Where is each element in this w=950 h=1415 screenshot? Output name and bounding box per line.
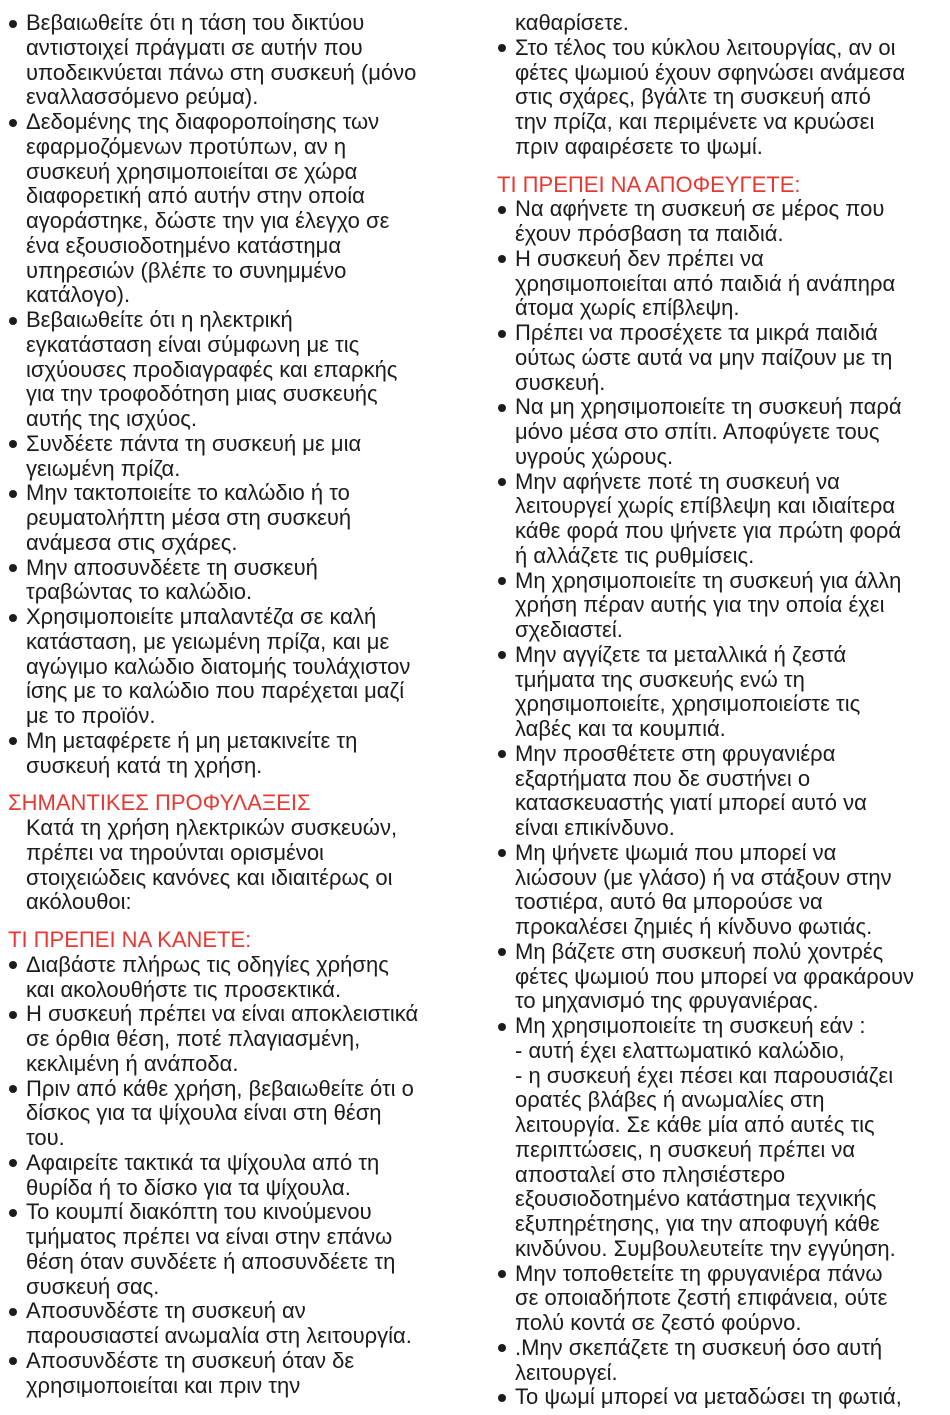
text-line: σε όρθια θέση, ποτέ πλαγιασμένη, — [26, 1026, 361, 1051]
text-line: συσκευή κατά τη χρήση. — [26, 752, 263, 778]
text-line: Διαβάστε πλήρως τις οδηγίες χρήσης — [26, 951, 389, 977]
bullet-item — [497, 1262, 950, 1336]
text-line: ρευματολήπτη μέσα στη συσκευή — [26, 505, 352, 530]
bullet-item — [8, 605, 478, 729]
text-line: αγώγιμο καλώδιο διατομής τουλάχιστον — [26, 653, 411, 679]
text-line: τμήματος πρέπει να είναι στην επάνω — [26, 1224, 393, 1249]
bullet-icon — [9, 20, 17, 28]
bullet-icon — [9, 317, 17, 325]
text-line: εγκατάσταση είναι σύμφωνη με τις — [26, 331, 360, 357]
text-line: του. — [26, 1125, 65, 1150]
text-line: στοιχειώδεις κανόνες και ιδιαιτέρως οι — [26, 864, 393, 890]
section-heading — [8, 928, 478, 953]
bullet-item — [497, 36, 950, 160]
text-line: παρουσιαστεί ανωμαλία στη λειτουργία. — [26, 1323, 412, 1348]
text-line: αποσταλεί στο πλησιέστερο — [515, 1161, 786, 1187]
section-heading — [497, 173, 950, 198]
text-line: ΤΙ ΠΡΕΠΕΙ ΝΑ ΚΑΝΕΤΕ: — [8, 927, 252, 952]
text-line: χρησιμοποιείται και πριν την — [26, 1372, 301, 1398]
right-column — [497, 11, 950, 1410]
text-line: τμήματα της συσκευής ενώ τη — [515, 666, 805, 692]
bullet-icon — [9, 1011, 17, 1019]
text-line: Μη βάζετε στη συσκευή πολύ χοντρές — [515, 938, 884, 964]
bullet-item — [8, 481, 478, 555]
text-line: σχεδιαστεί. — [515, 617, 623, 642]
text-line: κινδύνου. Συμβουλευτείτε την εγγύηση. — [515, 1235, 896, 1261]
text-line: Αφαιρείτε τακτικά τα ψίχουλα από τη — [26, 1149, 380, 1175]
text-line: ή αλλάζετε τις ρυθμίσεις. — [515, 542, 755, 568]
bullet-icon — [498, 948, 506, 956]
bullet-icon — [9, 1159, 17, 1167]
bullet-icon — [9, 737, 17, 745]
section-heading — [8, 791, 478, 816]
text-line: κατάσταση, με γειωμένη πρίζα, και με — [26, 628, 390, 654]
bullet-item — [497, 470, 950, 569]
text-line: υποδεικνύεται πάνω στη συσκευή (μόνο — [26, 59, 417, 85]
text-line: .Μην σκεπάζετε τη συσκευή όσο αυτή — [515, 1334, 883, 1360]
text-line: είναι επικίνδυνο. — [515, 815, 675, 840]
text-line: συσκευή χρησιμοποιείται σε χώρα — [26, 158, 358, 184]
text-line: ακόλουθοι: — [26, 889, 132, 915]
bullet-item — [8, 432, 478, 482]
text-line: Συνδέετε πάντα τη συσκευή με μια — [26, 430, 362, 456]
text-line: γειωμένη πρίζα. — [26, 455, 181, 481]
bullet-item — [497, 940, 950, 1014]
bullet-icon — [498, 1270, 506, 1278]
text-line: Βεβαιωθείτε ότι η τάση του δικτύου — [26, 10, 365, 35]
text-line: - αυτή έχει ελαττωματικό καλώδιο, — [515, 1037, 845, 1063]
bullet-icon — [498, 651, 506, 659]
bullet-item — [497, 1385, 950, 1410]
bullet-icon — [498, 44, 506, 52]
text-line: ίσης με το καλώδιο που παρέχεται μαζί — [26, 678, 405, 704]
text-line: αυτής της ισχύος. — [26, 406, 198, 431]
text-line: Το ψωμί μπορεί να μεταδώσει τη φωτιά, — [515, 1384, 902, 1410]
text-line: Μη χρησιμοποιείτε τη συσκευή εάν : — [515, 1013, 866, 1038]
text-line: για την τροφοδότηση μιας συσκευής — [26, 381, 378, 407]
bullet-item — [8, 1200, 478, 1299]
text-line: κεκλιμένη ή ανάποδα. — [26, 1050, 239, 1076]
text-line: Μη ψήνετε ψωμιά που μπορεί να — [515, 839, 837, 865]
bullet-icon — [9, 614, 17, 622]
bullet-icon — [9, 1085, 17, 1093]
text-line: συσκευή σας. — [26, 1273, 160, 1299]
bullet-item — [8, 110, 478, 308]
text-line: λειτουργεί χωρίς επίβλεψη και ιδιαίτερα — [515, 493, 896, 519]
text-line: Να αφήνετε τη συσκευή σε μέρος που — [515, 196, 885, 222]
text-line: με το προϊόν. — [26, 703, 156, 728]
text-line: τοστιέρα, αυτό θα μπορούσε να — [515, 889, 823, 915]
bullet-icon — [9, 564, 17, 572]
bullet-item — [497, 569, 950, 643]
text-line: Μη χρησιμοποιείτε τη συσκευή για άλλη — [515, 567, 902, 593]
bullet-icon — [498, 1023, 506, 1031]
bullet-icon — [9, 1209, 17, 1217]
text-line: διαφορετική από αυτήν στην οποία — [26, 183, 365, 209]
bullet-item — [8, 11, 478, 110]
text-line: ΤΙ ΠΡΕΠΕΙ ΝΑ ΑΠΟΦΕΥΓΕΤΕ: — [497, 171, 801, 197]
text-line: κατάλογο). — [26, 282, 131, 308]
text-line: φέτες ψωμιού έχουν σφηνώσει ανάμεσα — [515, 59, 906, 85]
bullet-icon — [498, 478, 506, 486]
text-line: και ακολουθήστε τις προσεκτικά. — [26, 976, 342, 1002]
bullet-item — [8, 729, 478, 779]
text-line: Μην προσθέτετε στη φρυγανιέρα — [515, 740, 836, 766]
bullet-icon — [498, 577, 506, 585]
bullet-icon — [498, 206, 506, 214]
text-line: Να μη χρησιμοποιείτε τη συσκευή παρά — [515, 394, 902, 420]
paragraph — [8, 816, 478, 915]
text-line: Κατά τη χρήση ηλεκτρικών συσκευών, — [26, 815, 398, 840]
bullet-item — [497, 247, 950, 321]
text-line: προκαλέσει ζημιές ή κίνδυνο φωτιάς. — [515, 914, 873, 939]
bullet-item — [497, 742, 950, 841]
text-line: ισχύουσες προδιαγραφές και επαρκής — [26, 356, 398, 382]
bullet-item — [497, 1014, 950, 1262]
text-line: Αποσυνδέστε τη συσκευή όταν δε — [26, 1347, 355, 1373]
text-line: πολύ κοντά σε ζεστό φούρνο. — [515, 1310, 802, 1335]
bullet-item — [497, 395, 950, 469]
text-line: Μην αφήνετε ποτέ τη συσκευή να — [515, 468, 840, 494]
text-line: λιώσουν (με γλάσο) ή να στάξουν στην — [515, 864, 892, 890]
bullet-item — [8, 1002, 478, 1076]
bullet-icon — [498, 1394, 506, 1402]
bullet-icon — [498, 849, 506, 857]
text-line: ούτως ώστε αυτά να μην παίζουν με τη — [515, 344, 893, 370]
text-line: λαβές και τα κουμπιά. — [515, 716, 726, 741]
bullet-icon — [498, 404, 506, 412]
text-line: Αποσυνδέστε τη συσκευή αν — [26, 1298, 306, 1324]
text-line: υγρούς χώρους. — [515, 443, 674, 469]
text-line: τραβώντας το καλώδιο. — [26, 579, 253, 605]
text-line: αγοράστηκε, δώστε την για έλεγχο σε — [26, 208, 390, 233]
text-line: στις σχάρες, βγάλτε τη συσκευή από — [515, 84, 871, 110]
text-line: ορατές βλάβες ή ανωμαλίες στη — [515, 1087, 825, 1113]
text-line: χρησιμοποιείτε, χρησιμοποιείστε τις — [515, 691, 861, 717]
bullet-icon — [9, 490, 17, 498]
bullet-icon — [9, 440, 17, 448]
bullet-item — [497, 1336, 950, 1386]
bullet-item — [8, 556, 478, 606]
text-line: αντιστοιχεί πράγματι σε αυτήν που — [26, 34, 363, 60]
text-line: Μην αγγίζετε τα μεταλλικά ή ζεστά — [515, 641, 847, 667]
text-line: πρέπει να τηρούνται ορισμένοι — [26, 839, 324, 865]
text-line: Στο τέλος του κύκλου λειτουργίας, αν οι — [515, 34, 896, 60]
text-line: κατασκευαστής γιατί μπορεί αυτό να — [515, 790, 867, 816]
bullet-icon — [9, 1357, 17, 1365]
text-line: άτομα χωρίς επίβλεψη. — [515, 295, 740, 321]
bullet-item — [497, 321, 950, 395]
text-line: Η συσκευή δεν πρέπει να — [515, 245, 764, 271]
text-line: πριν αφαιρέσετε το ψωμί. — [515, 133, 763, 159]
text-line: δίσκος για τα ψίχουλα είναι στη θέση — [26, 1100, 382, 1126]
text-line: Μην τακτοποιείτε το καλώδιο ή το — [26, 480, 350, 506]
text-line: - η συσκευή έχει πέσει και παρουσιάζει — [515, 1062, 894, 1088]
paragraph — [497, 11, 950, 36]
text-line: Χρησιμοποιείτε μπαλαντέζα σε καλή — [26, 604, 377, 629]
bullet-item — [497, 841, 950, 940]
text-line: υπηρεσιών (βλέπε το συνημμένο — [26, 257, 347, 283]
text-line: Πρέπει να προσέχετε τα μικρά παιδιά — [515, 320, 878, 345]
bullet-item — [497, 643, 950, 742]
text-line: εξαρτήματα που δε συστήνει ο — [515, 765, 811, 791]
text-line: χρήση πέραν αυτής για την οποία έχει — [515, 592, 885, 618]
bullet-item — [8, 1299, 478, 1349]
text-line: Βεβαιωθείτε ότι η ηλεκτρική — [26, 307, 293, 332]
text-line: μόνο μέσα στο σπίτι. Αποφύγετε τους — [515, 419, 880, 444]
text-line: Δεδομένης της διαφοροποίησης των — [26, 109, 380, 134]
text-line: περιπτώσεις, η συσκευή πρέπει να — [515, 1136, 856, 1162]
bullet-item — [497, 197, 950, 247]
text-line: εξουσιοδοτημένο κατάστημα τεχνικής — [515, 1186, 877, 1212]
bullet-icon — [9, 119, 17, 127]
text-line: καθαρίσετε. — [515, 10, 629, 35]
text-line: θυρίδα ή το δίσκο για τα ψίχουλα. — [26, 1174, 351, 1200]
text-line: Μην αποσυνδέετε τη συσκευή — [26, 554, 318, 580]
text-line: κάθε φορά που ψήνετε για πρώτη φορά — [515, 518, 902, 543]
text-line: θέση όταν συνδέετε ή αποσυνδέετε τη — [26, 1248, 396, 1274]
text-line: έχουν πρόσβαση τα παιδιά. — [515, 221, 784, 246]
bullet-icon — [498, 255, 506, 263]
bullet-item — [8, 1077, 478, 1151]
bullet-item — [8, 953, 478, 1003]
bullet-icon — [498, 330, 506, 338]
text-line: το μηχανισμό της φρυγανιέρας. — [515, 988, 819, 1014]
text-line: λειτουργία. Σε κάθε μία από αυτές τις — [515, 1112, 875, 1137]
bullet-icon — [9, 961, 17, 969]
text-line: ΣΗΜΑΝΤΙΚΕΣ ΠΡΟΦΥΛΑΞΕΙΣ — [8, 790, 311, 816]
text-line: ένα εξουσιοδοτημένο κατάστημα — [26, 232, 342, 258]
text-line: συσκευή. — [515, 369, 606, 395]
text-line: εναλλασσόμενο ρεύμα). — [26, 84, 259, 110]
text-line: ανάμεσα στις σχάρες. — [26, 529, 238, 555]
text-line: φέτες ψωμιού που μπορεί να φρακάρουν — [515, 963, 914, 989]
text-line: την πρίζα, και περιμένετε να κρυώσει — [515, 109, 875, 134]
bullet-item — [8, 1151, 478, 1201]
bullet-icon — [498, 750, 506, 758]
text-line: Η συσκευή πρέπει να είναι αποκλειστικά — [26, 1001, 419, 1027]
bullet-item — [8, 308, 478, 432]
text-line: εφαρμοζόμενων προτύπων, αν η — [26, 133, 347, 159]
text-line: σε οποιαδήποτε ζεστή επιφάνεια, ούτε — [515, 1285, 888, 1311]
text-line: εξυπηρέτησης, για την αποφυγή κάθε — [515, 1211, 880, 1236]
text-line: Πριν από κάθε χρήση, βεβαιωθείτε ότι ο — [26, 1075, 414, 1101]
bullet-icon — [9, 1308, 17, 1316]
text-line: χρησιμοποιείται από παιδιά ή ανάπηρα — [515, 270, 896, 296]
text-line: Το κουμπί διακόπτη του κινούμενου — [26, 1199, 372, 1225]
text-line: Μην τοποθετείτε τη φρυγανιέρα πάνω — [515, 1260, 883, 1286]
text-line: λειτουργεί. — [515, 1359, 618, 1385]
bullet-icon — [498, 1344, 506, 1352]
bullet-item — [8, 1349, 478, 1399]
text-line: Μη μεταφέρετε ή μη μετακινείτε τη — [26, 727, 358, 753]
left-column — [8, 11, 478, 1398]
